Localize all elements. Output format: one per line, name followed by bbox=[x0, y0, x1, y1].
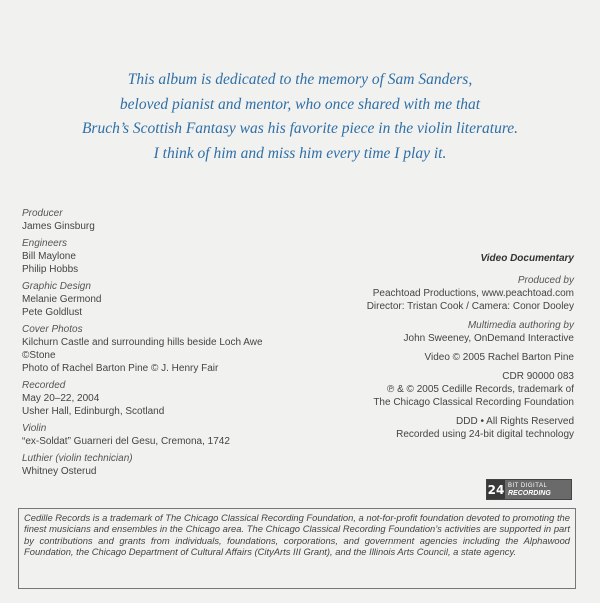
cover-photo-credit: Photo of Rachel Barton Pine © J. Henry Fair bbox=[22, 363, 219, 374]
multimedia-value: John Sweeney, OnDemand Interactive bbox=[403, 333, 574, 344]
technology-line: Recorded using 24-bit digital technology bbox=[396, 429, 574, 440]
dedication-text bbox=[40, 68, 560, 166]
dedication-line: Bruch’s Scottish Fantasy was his favorite piece in the violin literature. bbox=[81, 120, 519, 137]
video-documentary-heading: Video Documentary bbox=[480, 253, 574, 264]
produced-by-label: Produced by bbox=[517, 275, 574, 286]
producer-name: James Ginsburg bbox=[22, 221, 95, 232]
foundation-notice: Cedille Records is a trademark of The Chicago Classical Recording Foundation, a not-for-profit foundation devoted to promoting the finest musicians and ensembles in the Chicago area. The Chicago Classical Recording Foundation’s activities are supported in part by contributions and grants from individuals, foundations, corporations, and government agencies including the Alphawood Foundation, the Chicago Department of Cultural Affairs (CityArts III Grant), and the Illinois Arts Council, a state agency. bbox=[18, 508, 576, 589]
dedication-line: beloved pianist and mentor, who once shared with me that bbox=[119, 95, 481, 113]
catalog-number: CDR 90000 083 bbox=[502, 371, 574, 382]
logo-line: BIT DIGITAL bbox=[508, 482, 548, 489]
designer-name: Melanie Germond bbox=[22, 294, 102, 305]
director-credit: Director: Tristan Cook / Camera: Conor Dooley bbox=[366, 301, 574, 312]
cover-photo-credit: ©Stone bbox=[22, 350, 56, 361]
production-credits bbox=[22, 207, 322, 482]
graphic-design-label: Graphic Design bbox=[22, 281, 91, 292]
rights-line: DDD • All Rights Reserved bbox=[456, 416, 574, 427]
luthier-label: Luthier (violin technician) bbox=[22, 453, 133, 464]
logo-line: RECORDING bbox=[508, 489, 551, 497]
video-copyright: Video © 2005 Rachel Barton Pine bbox=[424, 352, 574, 363]
24-bit-recording-logo bbox=[486, 479, 572, 500]
engineer-name: Bill Maylone bbox=[22, 251, 76, 262]
cover-photos-label: Cover Photos bbox=[22, 324, 83, 335]
recorded-date: May 20–22, 2004 bbox=[22, 393, 100, 404]
multimedia-label: Multimedia authoring by bbox=[467, 320, 574, 331]
engineers-label: Engineers bbox=[22, 238, 68, 249]
engineer-name: Philip Hobbs bbox=[22, 264, 79, 275]
dedication-line: This album is dedicated to the memory of Sam Sanders, bbox=[127, 71, 473, 88]
luthier-name: Whitney Osterud bbox=[22, 466, 97, 477]
produced-by-value: Peachtoad Productions, www.peachtoad.com bbox=[372, 288, 574, 299]
recorded-place: Usher Hall, Edinburgh, Scotland bbox=[22, 406, 165, 417]
copyright-line: The Chicago Classical Recording Foundation bbox=[373, 397, 574, 408]
cover-photo-credit: Kilchurn Castle and surrounding hills beside Loch Awe bbox=[22, 337, 263, 348]
recorded-label: Recorded bbox=[22, 380, 66, 391]
designer-name: Pete Goldlust bbox=[22, 307, 83, 318]
violin-label: Violin bbox=[22, 423, 47, 434]
video-credits bbox=[294, 252, 574, 441]
copyright-line: ℗ & © 2005 Cedille Records, trademark of bbox=[386, 384, 574, 395]
producer-label: Producer bbox=[22, 208, 63, 219]
violin-name: “ex-Soldat” Guarneri del Gesu, Cremona, 1742 bbox=[22, 436, 230, 447]
dedication-line: I think of him and miss him every time I play it. bbox=[153, 144, 447, 162]
logo-mark: 24 bbox=[487, 480, 505, 499]
